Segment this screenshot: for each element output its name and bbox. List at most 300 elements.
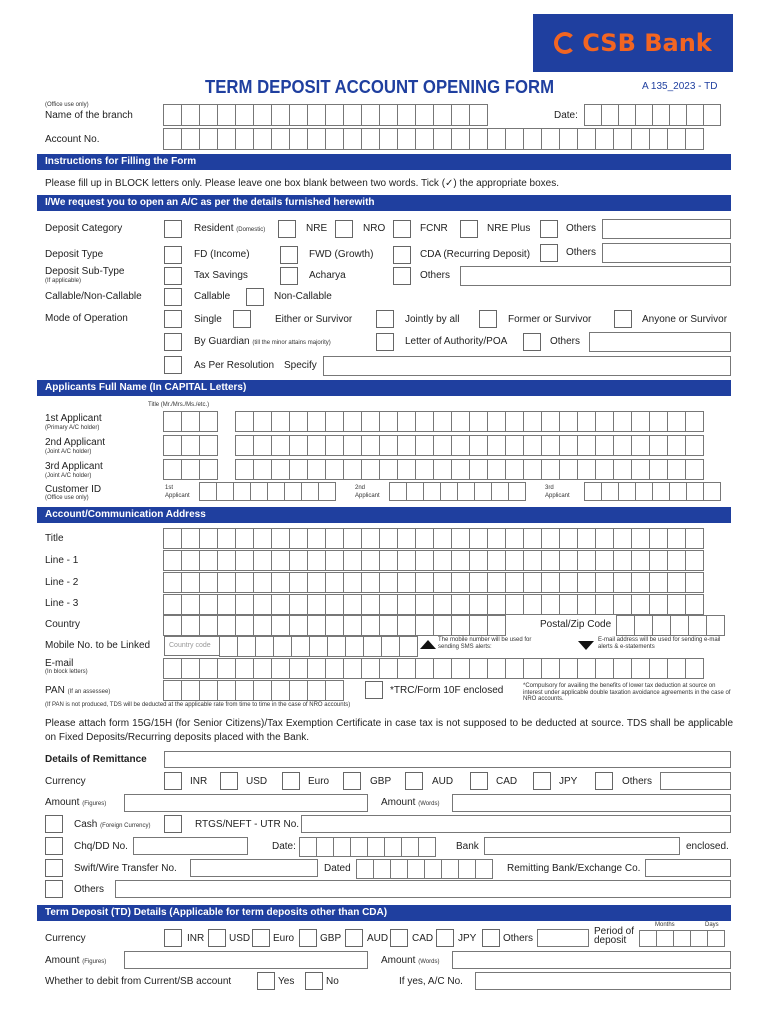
rem-others2-checkbox[interactable] (45, 880, 63, 898)
char-box[interactable] (379, 128, 398, 150)
td-usd-checkbox[interactable] (208, 929, 226, 947)
char-box[interactable] (505, 528, 524, 549)
char-box[interactable] (343, 411, 362, 432)
char-box[interactable] (235, 104, 254, 126)
char-box[interactable] (559, 411, 578, 432)
char-box[interactable] (217, 594, 236, 615)
char-box[interactable] (401, 837, 419, 857)
char-box[interactable] (343, 528, 362, 549)
char-box[interactable] (379, 594, 398, 615)
char-box[interactable] (667, 658, 686, 679)
char-box[interactable] (685, 572, 704, 593)
acharya-checkbox[interactable] (280, 267, 298, 285)
char-box[interactable] (407, 859, 425, 879)
char-box[interactable] (469, 459, 488, 480)
char-box[interactable] (367, 837, 385, 857)
line2-boxes[interactable] (164, 572, 704, 593)
char-box[interactable] (333, 837, 351, 857)
char-box[interactable] (505, 658, 524, 679)
char-box[interactable] (433, 550, 452, 571)
char-box[interactable] (613, 594, 632, 615)
char-box[interactable] (271, 104, 290, 126)
char-box[interactable] (505, 435, 524, 456)
char-box[interactable] (253, 411, 272, 432)
second-applicant-name-boxes[interactable] (236, 435, 704, 456)
char-box[interactable] (649, 550, 668, 571)
char-box[interactable] (291, 636, 310, 657)
category-others-input[interactable] (602, 219, 731, 239)
char-box[interactable] (667, 435, 686, 456)
char-box[interactable] (381, 636, 400, 657)
char-box[interactable] (307, 411, 326, 432)
char-box[interactable] (235, 411, 254, 432)
char-box[interactable] (163, 528, 182, 549)
char-box[interactable] (649, 411, 668, 432)
char-box[interactable] (415, 104, 434, 126)
char-box[interactable] (451, 435, 470, 456)
char-box[interactable] (415, 658, 434, 679)
char-box[interactable] (487, 594, 506, 615)
chq-input[interactable] (133, 837, 248, 855)
char-box[interactable] (669, 104, 687, 126)
char-box[interactable] (397, 411, 416, 432)
non-callable-checkbox[interactable] (246, 288, 264, 306)
char-box[interactable] (181, 104, 200, 126)
char-box[interactable] (451, 411, 470, 432)
char-box[interactable] (327, 636, 346, 657)
char-box[interactable] (397, 550, 416, 571)
char-box[interactable] (639, 930, 657, 947)
mobile-boxes[interactable] (220, 636, 418, 657)
char-box[interactable] (652, 482, 670, 501)
char-box[interactable] (271, 528, 290, 549)
char-box[interactable] (433, 435, 452, 456)
char-box[interactable] (670, 615, 689, 636)
char-box[interactable] (577, 594, 596, 615)
char-box[interactable] (384, 837, 402, 857)
char-box[interactable] (584, 482, 602, 501)
char-box[interactable] (307, 435, 326, 456)
char-box[interactable] (289, 594, 308, 615)
char-box[interactable] (652, 104, 670, 126)
char-box[interactable] (253, 128, 272, 150)
char-box[interactable] (325, 615, 344, 636)
subtype-others-input[interactable] (460, 266, 731, 286)
char-box[interactable] (577, 572, 596, 593)
char-box[interactable] (307, 459, 326, 480)
char-box[interactable] (415, 435, 434, 456)
char-box[interactable] (541, 550, 560, 571)
char-box[interactable] (577, 411, 596, 432)
char-box[interactable] (649, 528, 668, 549)
char-box[interactable] (406, 482, 424, 501)
char-box[interactable] (235, 550, 254, 571)
char-box[interactable] (235, 459, 254, 480)
char-box[interactable] (343, 615, 362, 636)
rem-gbp-checkbox[interactable] (343, 772, 361, 790)
char-box[interactable] (541, 411, 560, 432)
char-box[interactable] (541, 658, 560, 679)
char-box[interactable] (307, 104, 326, 126)
char-box[interactable] (523, 658, 542, 679)
callable-checkbox[interactable] (164, 288, 182, 306)
rem-aud-checkbox[interactable] (405, 772, 423, 790)
char-box[interactable] (690, 930, 708, 947)
char-box[interactable] (595, 128, 614, 150)
char-box[interactable] (356, 859, 374, 879)
char-box[interactable] (469, 594, 488, 615)
char-box[interactable] (523, 459, 542, 480)
char-box[interactable] (199, 528, 218, 549)
char-box[interactable] (235, 128, 254, 150)
char-box[interactable] (217, 550, 236, 571)
char-box[interactable] (451, 615, 470, 636)
char-box[interactable] (685, 459, 704, 480)
char-box[interactable] (181, 459, 200, 480)
char-box[interactable] (433, 572, 452, 593)
char-box[interactable] (181, 528, 200, 549)
char-box[interactable] (505, 128, 524, 150)
char-box[interactable] (685, 528, 704, 549)
branch-name-boxes[interactable] (164, 104, 488, 126)
char-box[interactable] (595, 411, 614, 432)
char-box[interactable] (199, 572, 218, 593)
char-box[interactable] (673, 930, 691, 947)
char-box[interactable] (181, 594, 200, 615)
char-box[interactable] (595, 528, 614, 549)
jointly-checkbox[interactable] (376, 310, 394, 328)
char-box[interactable] (441, 859, 459, 879)
char-box[interactable] (688, 615, 707, 636)
char-box[interactable] (181, 411, 200, 432)
char-box[interactable] (415, 128, 434, 150)
char-box[interactable] (634, 615, 653, 636)
char-box[interactable] (379, 435, 398, 456)
char-box[interactable] (397, 459, 416, 480)
char-box[interactable] (559, 594, 578, 615)
char-box[interactable] (595, 550, 614, 571)
char-box[interactable] (475, 859, 493, 879)
char-box[interactable] (217, 104, 236, 126)
char-box[interactable] (523, 435, 542, 456)
char-box[interactable] (325, 658, 344, 679)
char-box[interactable] (451, 104, 470, 126)
char-box[interactable] (559, 528, 578, 549)
char-box[interactable] (343, 572, 362, 593)
line3-boxes[interactable] (164, 594, 704, 615)
char-box[interactable] (163, 572, 182, 593)
char-box[interactable] (595, 435, 614, 456)
char-box[interactable] (325, 572, 344, 593)
char-box[interactable] (399, 636, 418, 657)
char-box[interactable] (649, 572, 668, 593)
rem-others2-input[interactable] (115, 880, 731, 898)
char-box[interactable] (343, 104, 362, 126)
char-box[interactable] (181, 572, 200, 593)
char-box[interactable] (253, 594, 272, 615)
addr-title-boxes[interactable] (164, 528, 704, 549)
char-box[interactable] (271, 615, 290, 636)
date-boxes[interactable] (585, 104, 721, 126)
rtgs-input[interactable] (301, 815, 731, 833)
char-box[interactable] (631, 411, 650, 432)
remittance-input[interactable] (164, 751, 731, 768)
dated-boxes[interactable] (357, 859, 493, 879)
char-box[interactable] (343, 594, 362, 615)
char-box[interactable] (649, 459, 668, 480)
char-box[interactable] (325, 459, 344, 480)
char-box[interactable] (253, 680, 272, 701)
char-box[interactable] (235, 658, 254, 679)
char-box[interactable] (601, 482, 619, 501)
char-box[interactable] (299, 837, 317, 857)
rem-amount-words-input[interactable] (452, 794, 731, 812)
char-box[interactable] (199, 594, 218, 615)
char-box[interactable] (397, 572, 416, 593)
char-box[interactable] (389, 482, 407, 501)
rem-jpy-checkbox[interactable] (533, 772, 551, 790)
char-box[interactable] (250, 482, 268, 501)
account-no-boxes[interactable] (164, 128, 704, 150)
char-box[interactable] (706, 615, 725, 636)
char-box[interactable] (199, 680, 218, 701)
char-box[interactable] (440, 482, 458, 501)
char-box[interactable] (559, 128, 578, 150)
char-box[interactable] (487, 128, 506, 150)
char-box[interactable] (235, 435, 254, 456)
td-gbp-checkbox[interactable] (299, 929, 317, 947)
char-box[interactable] (685, 594, 704, 615)
char-box[interactable] (505, 594, 524, 615)
char-box[interactable] (415, 572, 434, 593)
char-box[interactable] (343, 459, 362, 480)
td-jpy-checkbox[interactable] (436, 929, 454, 947)
char-box[interactable] (635, 482, 653, 501)
char-box[interactable] (577, 528, 596, 549)
char-box[interactable] (685, 435, 704, 456)
char-box[interactable] (469, 528, 488, 549)
char-box[interactable] (415, 459, 434, 480)
char-box[interactable] (289, 411, 308, 432)
char-box[interactable] (559, 459, 578, 480)
char-box[interactable] (601, 104, 619, 126)
char-box[interactable] (541, 594, 560, 615)
bank-input[interactable] (484, 837, 680, 855)
char-box[interactable] (618, 482, 636, 501)
char-box[interactable] (379, 658, 398, 679)
char-box[interactable] (271, 128, 290, 150)
cid-second-boxes[interactable] (390, 482, 526, 501)
char-box[interactable] (613, 572, 632, 593)
char-box[interactable] (667, 594, 686, 615)
char-box[interactable] (379, 104, 398, 126)
char-box[interactable] (505, 459, 524, 480)
char-box[interactable] (523, 128, 542, 150)
char-box[interactable] (577, 128, 596, 150)
char-box[interactable] (415, 615, 434, 636)
char-box[interactable] (707, 930, 725, 947)
nre-plus-checkbox[interactable] (460, 220, 478, 238)
char-box[interactable] (307, 528, 326, 549)
char-box[interactable] (219, 636, 238, 657)
char-box[interactable] (379, 572, 398, 593)
resolution-checkbox[interactable] (164, 356, 182, 374)
char-box[interactable] (325, 435, 344, 456)
char-box[interactable] (363, 636, 382, 657)
fwd-checkbox[interactable] (280, 246, 298, 264)
char-box[interactable] (595, 572, 614, 593)
char-box[interactable] (361, 615, 380, 636)
char-box[interactable] (361, 658, 380, 679)
char-box[interactable] (235, 680, 254, 701)
char-box[interactable] (361, 128, 380, 150)
char-box[interactable] (451, 572, 470, 593)
char-box[interactable] (652, 615, 671, 636)
char-box[interactable] (235, 572, 254, 593)
rem-amount-fig-input[interactable] (124, 794, 368, 812)
char-box[interactable] (469, 572, 488, 593)
char-box[interactable] (361, 594, 380, 615)
char-box[interactable] (163, 435, 182, 456)
char-box[interactable] (307, 572, 326, 593)
char-box[interactable] (685, 411, 704, 432)
char-box[interactable] (397, 128, 416, 150)
char-box[interactable] (271, 572, 290, 593)
char-box[interactable] (217, 572, 236, 593)
char-box[interactable] (667, 128, 686, 150)
char-box[interactable] (433, 658, 452, 679)
char-box[interactable] (271, 680, 290, 701)
char-box[interactable] (361, 459, 380, 480)
char-box[interactable] (685, 658, 704, 679)
first-applicant-title-boxes[interactable] (164, 411, 218, 432)
char-box[interactable] (487, 435, 506, 456)
char-box[interactable] (163, 680, 182, 701)
trc-checkbox[interactable] (365, 681, 383, 699)
char-box[interactable] (253, 104, 272, 126)
char-box[interactable] (289, 550, 308, 571)
char-box[interactable] (316, 837, 334, 857)
char-box[interactable] (307, 128, 326, 150)
char-box[interactable] (163, 550, 182, 571)
td-euro-checkbox[interactable] (252, 929, 270, 947)
char-box[interactable] (325, 104, 344, 126)
char-box[interactable] (458, 859, 476, 879)
char-box[interactable] (325, 411, 344, 432)
char-box[interactable] (559, 435, 578, 456)
char-box[interactable] (237, 636, 256, 657)
char-box[interactable] (361, 528, 380, 549)
char-box[interactable] (397, 615, 416, 636)
chq-date-boxes[interactable] (300, 837, 436, 857)
debit-yes-checkbox[interactable] (257, 972, 275, 990)
char-box[interactable] (271, 550, 290, 571)
char-box[interactable] (618, 104, 636, 126)
char-box[interactable] (289, 435, 308, 456)
char-box[interactable] (433, 128, 452, 150)
char-box[interactable] (559, 572, 578, 593)
mode-others-checkbox[interactable] (523, 333, 541, 351)
char-box[interactable] (289, 658, 308, 679)
char-box[interactable] (649, 658, 668, 679)
third-applicant-name-boxes[interactable] (236, 459, 704, 480)
single-checkbox[interactable] (164, 310, 182, 328)
char-box[interactable] (271, 459, 290, 480)
char-box[interactable] (523, 594, 542, 615)
guardian-checkbox[interactable] (164, 333, 182, 351)
country-boxes[interactable] (164, 615, 506, 636)
char-box[interactable] (301, 482, 319, 501)
char-box[interactable] (199, 459, 218, 480)
char-box[interactable] (379, 459, 398, 480)
char-box[interactable] (649, 128, 668, 150)
char-box[interactable] (649, 435, 668, 456)
char-box[interactable] (577, 658, 596, 679)
char-box[interactable] (451, 459, 470, 480)
char-box[interactable] (613, 459, 632, 480)
char-box[interactable] (307, 594, 326, 615)
char-box[interactable] (289, 459, 308, 480)
rem-others-input[interactable] (660, 772, 731, 790)
period-boxes[interactable] (640, 930, 725, 947)
char-box[interactable] (559, 550, 578, 571)
char-box[interactable] (253, 615, 272, 636)
char-box[interactable] (289, 680, 308, 701)
td-amount-words-input[interactable] (452, 951, 731, 969)
char-box[interactable] (233, 482, 251, 501)
char-box[interactable] (487, 411, 506, 432)
char-box[interactable] (667, 528, 686, 549)
char-box[interactable] (667, 550, 686, 571)
char-box[interactable] (631, 550, 650, 571)
char-box[interactable] (469, 104, 488, 126)
authority-checkbox[interactable] (376, 333, 394, 351)
char-box[interactable] (433, 615, 452, 636)
char-box[interactable] (523, 411, 542, 432)
char-box[interactable] (318, 482, 336, 501)
char-box[interactable] (631, 658, 650, 679)
char-box[interactable] (613, 411, 632, 432)
cash-checkbox[interactable] (45, 815, 63, 833)
swift-input[interactable] (190, 859, 318, 877)
rem-cad-checkbox[interactable] (470, 772, 488, 790)
char-box[interactable] (253, 459, 272, 480)
char-box[interactable] (235, 594, 254, 615)
char-box[interactable] (631, 572, 650, 593)
ifyes-input[interactable] (475, 972, 731, 990)
char-box[interactable] (343, 658, 362, 679)
char-box[interactable] (199, 482, 217, 501)
chq-checkbox[interactable] (45, 837, 63, 855)
char-box[interactable] (217, 128, 236, 150)
char-box[interactable] (199, 435, 218, 456)
char-box[interactable] (390, 859, 408, 879)
char-box[interactable] (379, 411, 398, 432)
char-box[interactable] (631, 528, 650, 549)
char-box[interactable] (631, 435, 650, 456)
char-box[interactable] (433, 459, 452, 480)
char-box[interactable] (325, 128, 344, 150)
char-box[interactable] (656, 930, 674, 947)
td-amount-fig-input[interactable] (124, 951, 368, 969)
char-box[interactable] (235, 615, 254, 636)
char-box[interactable] (685, 128, 704, 150)
char-box[interactable] (451, 658, 470, 679)
cid-first-boxes[interactable] (200, 482, 336, 501)
char-box[interactable] (469, 658, 488, 679)
char-box[interactable] (433, 411, 452, 432)
char-box[interactable] (325, 528, 344, 549)
